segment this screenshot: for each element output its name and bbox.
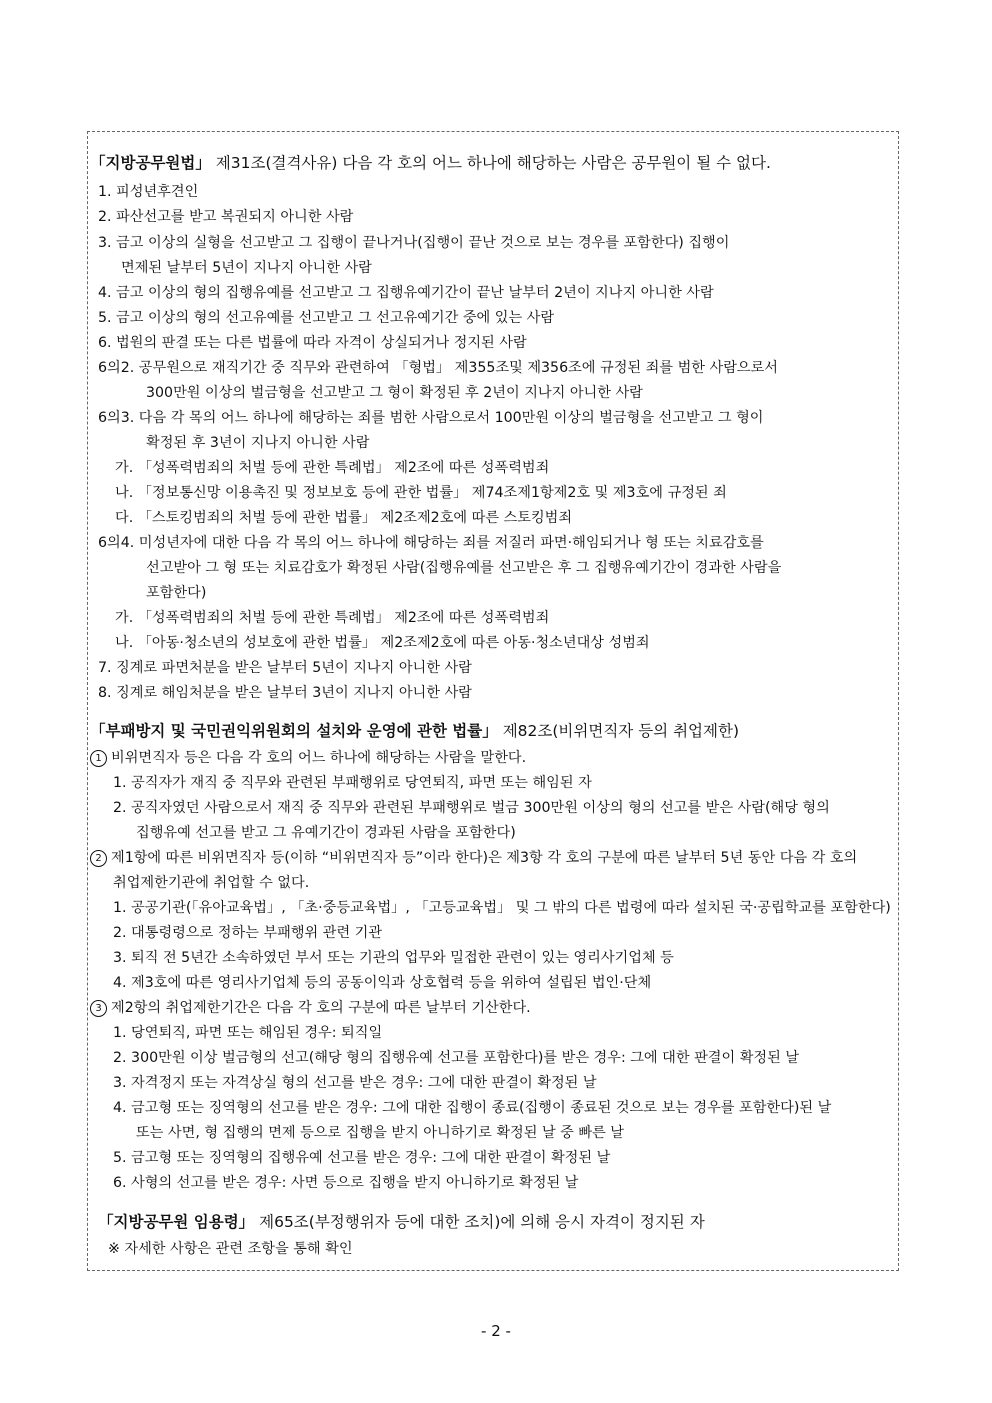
s1-item: 2. 파산선고를 받고 복권되지 아니한 사람: [98, 209, 354, 225]
s1-item: 6의3. 다음 각 목의 어느 하나에 해당하는 죄를 범한 사람으로서 100만원 이상의 벌금형을 선고받고 그 형이: [98, 410, 764, 426]
s1-item: 다. 「스토킹범죄의 처벌 등에 관한 법률」 제2조제2호에 따른 스토킹범죄: [115, 510, 573, 526]
section3-heading: [98, 1213, 705, 1231]
s1-item: 7. 징계로 파면처분을 받은 날부터 5년이 지나지 아니한 사람: [98, 660, 472, 676]
s2-item: 3. 퇴직 전 5년간 소속하였던 부서 또는 기관의 업무와 밀접한 관련이 있는 영리사기업체 등: [113, 950, 674, 966]
s2-item: 6. 사형의 선고를 받은 경우: 사면 등으로 집행을 받지 아니하기로 확정된 날: [113, 1175, 579, 1191]
s1-item: 포함한다): [146, 585, 207, 601]
s2-item: 1. 공공기관(「유아교육법」, 「초·중등교육법」, 「고등교육법」 및 그 밖의 다른 법령에 따라 설치된 국·공립학교를 포함한다): [113, 900, 891, 916]
s1-item: 6의2. 공무원으로 재직기간 중 직무와 관련하여 「형법」 제355조및 제356조에 규정된 죄를 범한 사람으로서: [98, 360, 779, 376]
section2-heading: [90, 722, 739, 740]
section2-article: 제82조(비위면직자 등의 취업제한): [497, 722, 740, 740]
s1-item: 나. 「정보통신망 이용촉진 및 정보보호 등에 관한 법률」 제74조제1항제2호 및 제3호에 규정된 죄: [115, 485, 727, 501]
s2-item: 취업제한기관에 취업할 수 없다.: [113, 875, 310, 891]
page-number: - 2 -: [481, 1322, 511, 1340]
s1-item: 300만원 이상의 벌금형을 선고받고 그 형이 확정된 후 2년이 지나지 아니한 사람: [146, 385, 643, 401]
s2-item: 2. 공직자였던 사람으로서 재직 중 직무와 관련된 부패행위로 벌금 300만원 이상의 형의 선고를 받은 사람(해당 형의: [113, 800, 830, 816]
s1-item: 4. 금고 이상의 형의 집행유예를 선고받고 그 집행유예기간이 끝난 날부터 2년이 지나지 아니한 사람: [98, 285, 714, 301]
s1-item: 6의4. 미성년자에 대한 다음 각 목의 어느 하나에 해당하는 죄를 저질러 파면·해임되거나 형 또는 치료감호를: [98, 535, 764, 551]
s1-item: 6. 법원의 판결 또는 다른 법률에 따라 자격이 상실되거나 정지된 사람: [98, 335, 527, 351]
s2-item: 2. 대통령령으로 정하는 부패행위 관련 기관: [113, 925, 383, 941]
s1-item: 면제된 날부터 5년이 지나지 아니한 사람: [121, 260, 372, 276]
section1-law-name: 「지방공무원법」: [90, 154, 211, 172]
s1-item: 확정된 후 3년이 지나지 아니한 사람: [146, 435, 370, 451]
s2-paragraph-1: 1 비위면직자 등은 다음 각 호의 어느 하나에 해당하는 사람을 말한다.: [90, 749, 526, 767]
circled-number: 1: [90, 750, 107, 767]
s2-item: 3. 자격정지 또는 자격상실 형의 선고를 받은 경우: 그에 대한 판결이 확정된 날: [113, 1075, 597, 1091]
s1-item: 1. 피성년후견인: [98, 184, 199, 200]
s2-item: 또는 사면, 형 집행의 면제 등으로 집행을 받지 아니하기로 확정된 날 중 빠른 날: [136, 1125, 624, 1141]
s1-item: 3. 금고 이상의 실형을 선고받고 그 집행이 끝나거나(집행이 끝난 것으로 보는 경우를 포함한다) 집행이: [98, 235, 730, 251]
section1-heading: [90, 154, 771, 172]
s1-item: 나. 「아동·청소년의 성보호에 관한 법률」 제2조제2호에 따른 아동·청소년대상 성범죄: [115, 635, 650, 651]
s2-item: 5. 금고형 또는 징역형의 집행유예 선고를 받은 경우: 그에 대한 판결이 확정된 날: [113, 1150, 611, 1166]
s1-item: 5. 금고 이상의 형의 선고유예를 선고받고 그 선고유예기간 중에 있는 사람: [98, 310, 555, 326]
s2-item: 1. 공직자가 재직 중 직무와 관련된 부패행위로 당연퇴직, 파면 또는 해임된 자: [113, 775, 592, 791]
s2-paragraph-2: 2 제1항에 따른 비위면직자 등(이하 “비위면직자 등”이라 한다)은 제3항 각 호의 구분에 따른 날부터 5년 동안 다음 각 호의: [90, 849, 857, 867]
s2-item: 1. 당연퇴직, 파면 또는 해임된 경우: 퇴직일: [113, 1025, 383, 1041]
s2-item: 집행유예 선고를 받고 그 유예기간이 경과된 사람을 포함한다): [136, 825, 516, 841]
s2-item: 2. 300만원 이상 벌금형의 선고(해당 형의 집행유예 선고를 포함한다)를 받은 경우: 그에 대한 판결이 확정된 날: [113, 1050, 800, 1066]
s2-item: 4. 금고형 또는 징역형의 선고를 받은 경우: 그에 대한 집행이 종료(집행이 종료된 것으로 보는 경우를 포함한다)된 날: [113, 1100, 832, 1116]
section1-article: 제31조(결격사유) 다음 각 호의 어느 하나에 해당하는 사람은 공무원이 될 수 없다.: [210, 154, 771, 172]
section3-law-name: 「지방공무원 임용령」: [98, 1213, 255, 1231]
s1-item: 가. 「성폭력범죄의 처벌 등에 관한 특례법」 제2조에 따른 성폭력범죄: [115, 460, 550, 476]
s1-item: 8. 징계로 해임처분을 받은 날부터 3년이 지나지 아니한 사람: [98, 685, 472, 701]
section3-article: 제65조(부정행위자 등에 대한 조치)에 의해 응시 자격이 정지된 자: [254, 1213, 705, 1231]
section2-law-name: 「부패방지 및 국민권익위원회의 설치와 운영에 관한 법률」: [90, 722, 498, 740]
reference-note: ※ 자세한 사항은 관련 조항을 통해 확인: [108, 1241, 353, 1257]
circled-number: 2: [90, 850, 107, 867]
s2-paragraph-3: 3 제2항의 취업제한기간은 다음 각 호의 구분에 따른 날부터 기산한다.: [90, 999, 531, 1017]
s1-item: 선고받아 그 형 또는 치료감호가 확정된 사람(집행유예를 선고받은 후 그 집행유예기간이 경과한 사람을: [146, 560, 782, 576]
circled-number: 3: [90, 1000, 107, 1017]
s1-item: 가. 「성폭력범죄의 처벌 등에 관한 특례법」 제2조에 따른 성폭력범죄: [115, 610, 550, 626]
s2-item: 4. 제3호에 따른 영리사기업체 등의 공동이익과 상호협력 등을 위하여 설립된 법인·단체: [113, 975, 652, 991]
